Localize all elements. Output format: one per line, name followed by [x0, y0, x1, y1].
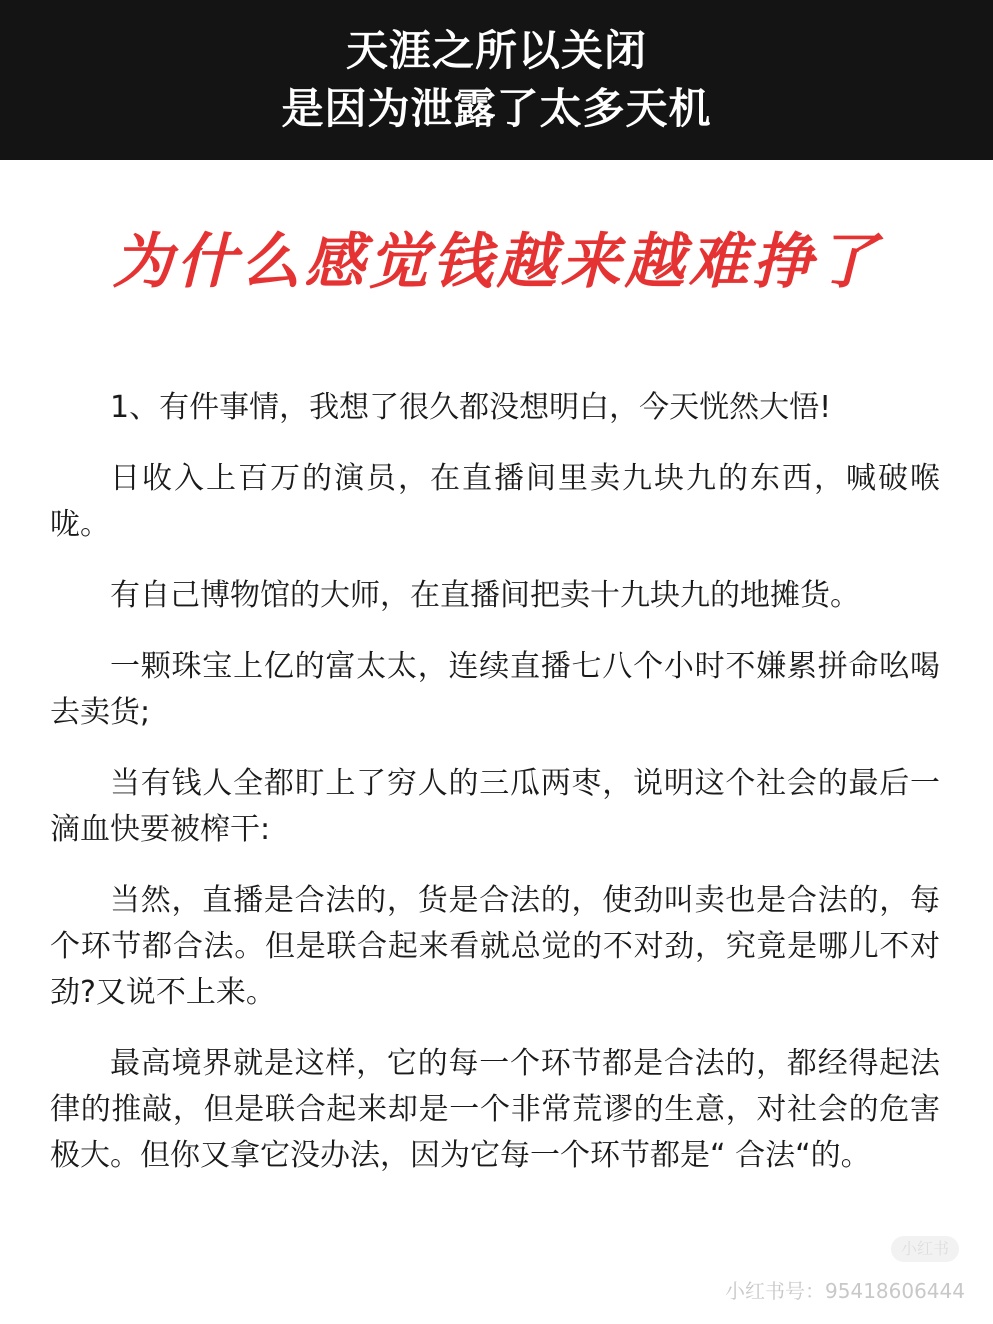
paragraph: 当有钱人全都盯上了穷人的三瓜两枣，说明这个社会的最后一滴血快要被榨干:: [50, 766, 940, 847]
watermark-id: 小红书号：95418606444: [725, 1279, 965, 1303]
headline: 为什么感觉钱越来越难挣了: [112, 227, 881, 297]
paragraph: 当然，直播是合法的，货是合法的，使劲叫卖也是合法的，每个环节都合法。但是联合起来看就总觉的不对劲，究竟是哪儿不对劲?又说不上来。: [50, 883, 940, 1010]
article-body: [50, 385, 940, 1204]
paragraph: 1、有件事情，我想了很久都没想明白，今天恍然大悟!: [110, 390, 832, 425]
paragraph: 一颗珠宝上亿的富太太，连续直播七八个小时不嫌累拼命吆喝去卖货;: [50, 649, 940, 730]
paragraph: 有自己博物馆的大师，在直播间把卖十九块九的地摊货。: [110, 578, 860, 613]
watermark-logo: 小红书: [891, 1236, 959, 1262]
header-title-line-1: 天涯之所以关闭: [345, 26, 647, 75]
paragraph: 最高境界就是这样，它的每一个环节都是合法的，都经得起法律的推敲，但是联合起来却是一个非常荒谬的生意，对社会的危害极大。但你又拿它没办法，因为它每一个环节都是“ 合法“的。: [50, 1046, 940, 1173]
paragraph: 日收入上百万的演员，在直播间里卖九块九的东西，喊破喉咙。: [50, 461, 940, 542]
header-banner: [0, 0, 993, 160]
header-title-line-2: 是因为泄露了太多天机: [281, 84, 712, 133]
